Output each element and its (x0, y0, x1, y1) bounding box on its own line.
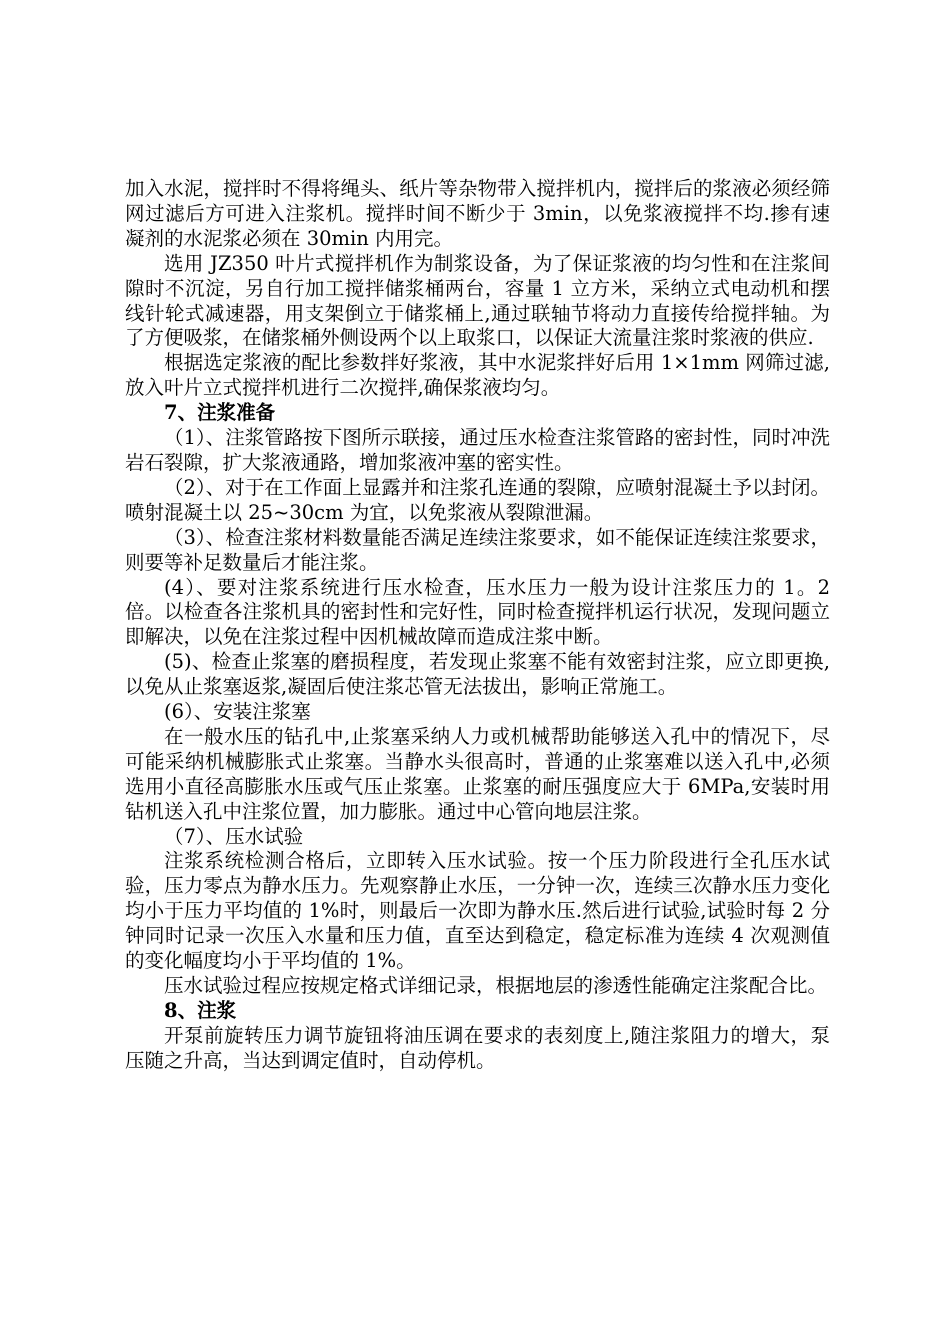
paragraph-item-7-title: （7）、压水试验 (164, 824, 304, 848)
section-heading-grouting: 8、注浆 (164, 998, 237, 1022)
paragraph-item-3: （3）、检查注浆材料数量能否满足连续注浆要求，如不能保证连续注浆要求，则要等补足数量后才能注浆。 (125, 525, 830, 574)
paragraph-pressure-test-record: 压水试验过程应按规定格式详细记录，根据地层的渗透性能确定注浆配合比。 (164, 974, 828, 997)
paragraph-pressure-test: 注浆系统检测合格后，立即转入压水试验。按一个压力阶段进行全孔压水试验，压力零点为静水压力。先观察静止水压，一分钟一次，连续三次静水压力变化均小于压力平均值的 1%时，则最后一次即为静水压.然后进行试验,试验时每 2 分钟同时记录一次压入水量和压力值，直至达到稳定，稳定标准为连续 4 次观测值的变化幅度均小于平均值的 1%。 (125, 849, 830, 973)
document-body (125, 177, 830, 1074)
paragraph-item-5: (5)、检查止浆塞的磨损程度，若发现止浆塞不能有效密封注浆，应立即更换,以免从止浆塞返浆,凝固后使注浆芯管无法拔出，影响正常施工。 (125, 650, 830, 699)
paragraph-pump-operation: 开泵前旋转压力调节旋钮将油压调在要求的表刻度上,随注浆阻力的增大，泵压随之升高，当达到调定值时，自动停机。 (125, 1023, 830, 1072)
paragraph-item-6-title: (6）、安装注浆塞 (164, 700, 311, 724)
paragraph-mixer-equipment: 选用 JZ350 叶片式搅拌机作为制浆设备，为了保证浆液的均匀性和在注浆间隙时不沉淀，另自行加工搅拌储浆桶两台，容量 1 立方米，采纳立式电动机和摆线针轮式减速器，用支架倒立于储浆桶上,通过联轴节将动力直接传给搅拌轴。为了方便吸浆，在储浆桶外侧设两个以上取浆口，以保证大流量注浆时浆液的供应. (125, 251, 830, 350)
paragraph-cement-mixing: 加入水泥，搅拌时不得将绳头、纸片等杂物带入搅拌机内，搅拌后的浆液必须经筛网过滤后方可进入注浆机。搅拌时间不断少于 3min，以免浆液搅拌不均.掺有速凝剂的水泥浆必须在 30min 内用完。 (125, 177, 830, 250)
paragraph-slurry-filtering: 根据选定浆液的配比参数拌好浆液，其中水泥浆拌好后用 1×1mm 网筛过滤,放入叶片立式搅拌机进行二次搅拌,确保浆液均匀。 (125, 351, 830, 400)
paragraph-item-4: (4）、要对注浆系统进行压水检查，压水压力一般为设计注浆压力的 1。2 倍。以检查各注浆机具的密封性和完好性，同时检查搅拌机运行状况，发现问题立即解决，以免在注浆过程中因机械故障而造成注浆中断。 (125, 575, 830, 649)
paragraph-item-2: （2）、对于在工作面上显露并和注浆孔连通的裂隙，应喷射混凝土予以封闭。喷射混凝土以 25~30cm 为宜，以免浆液从裂隙泄漏。 (125, 475, 830, 524)
paragraph-packer-installation: 在一般水压的钻孔中,止浆塞采纳人力或机械帮助能够送入孔中的情况下，尽可能采纳机械膨胀式止浆塞。当静水头很高时，普通的止浆塞难以送入孔中,必须选用小直径高膨胀水压或气压止浆塞。止浆塞的耐压强度应大于 6MPa,安装时用钻机送入孔中注浆位置，加力膨胀。通过中心管向地层注浆。 (125, 724, 830, 823)
paragraph-item-1: （1）、注浆管路按下图所示联接，通过压水检查注浆管路的密封性，同时冲洗岩石裂隙，扩大浆液通路，增加浆液冲塞的密实性。 (125, 426, 830, 474)
section-heading-grouting-preparation: 7、注浆准备 (164, 401, 276, 425)
